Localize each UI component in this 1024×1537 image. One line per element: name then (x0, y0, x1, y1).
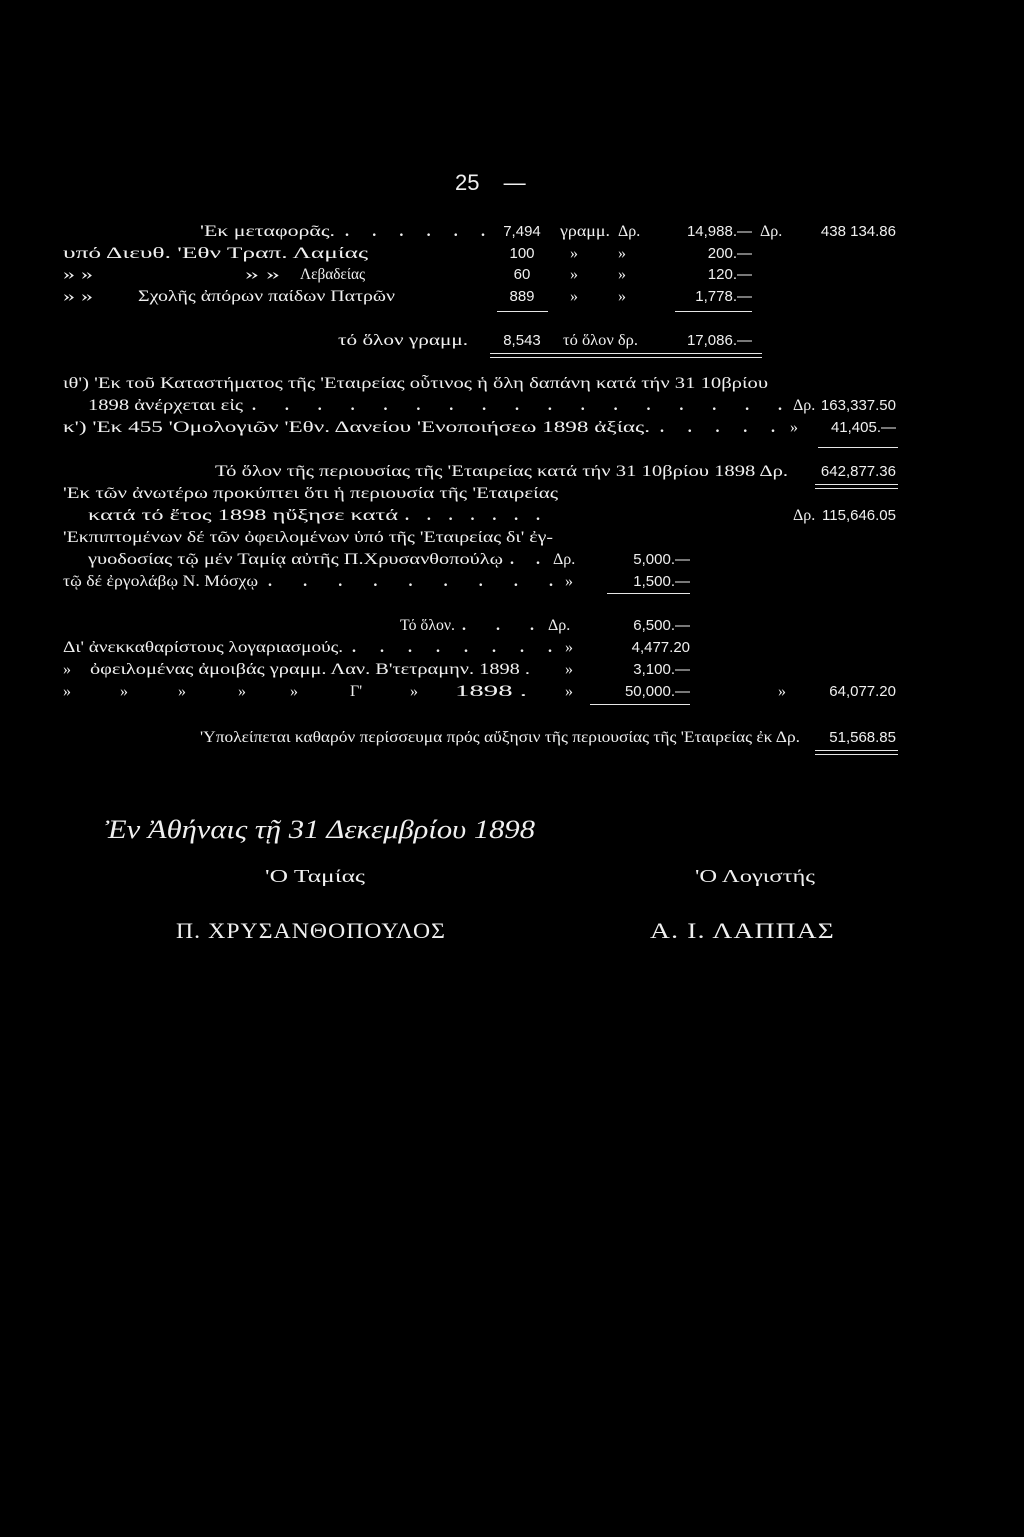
increase-line: 'Εκ τῶν ἀνωτέρω προκύπτει ὅτι ἡ περιουσία τῆς 'Εταιρείας (63, 485, 559, 502)
ditto-marks: » » (63, 288, 93, 305)
ditto-marks: » » (63, 266, 93, 283)
ditto-mark: » (565, 573, 573, 590)
ditto-mark: » (618, 266, 626, 283)
deductions-subtotal-currency: Δρ. (548, 617, 571, 634)
building-leader: . . . . . . . . . . . . . . . . . (252, 397, 782, 414)
surplus-total: 51,568.85 (829, 729, 896, 746)
ditto-mark: » (565, 661, 573, 678)
contractor-leader: . . . . . . . . . (268, 573, 553, 590)
sum-rule (818, 447, 898, 448)
ditto-mark: » (178, 683, 186, 700)
double-rule (815, 750, 898, 751)
sum-rule (675, 311, 752, 312)
patras-qty: 889 (509, 288, 535, 305)
ditto-mark: » (618, 245, 626, 262)
double-rule (815, 754, 898, 755)
increase-currency: Δρ. (793, 507, 816, 524)
fees-c-quarter: Γ' (350, 683, 363, 700)
sum-rule (497, 311, 548, 312)
building-currency: Δρ. (793, 397, 816, 414)
double-rule (490, 353, 762, 354)
deductions-total: 64,077.20 (829, 683, 896, 700)
ditto-mark: » (790, 419, 798, 436)
contractor-amount: 1,500.— (633, 573, 690, 590)
carry-qty: 7,494 (503, 223, 541, 240)
bonds-label: κ') 'Εκ 455 'Ομολογιῶν 'Εθν. Δανείου 'Ενοποιήσεω 1898 ἀξίας. (63, 419, 651, 436)
assets-total: 642,877.36 (820, 463, 896, 480)
deductions-subtotal-leader: . . . (462, 617, 534, 634)
patras-label: Σχολῆς ἀπόρων παίδων Πατρῶν (138, 288, 395, 305)
ditto-mark: » (565, 683, 573, 700)
treasurer-currency: Δρ. (553, 551, 576, 568)
bonds-leader: . . . . . (660, 419, 775, 436)
ditto-mark: » (238, 683, 246, 700)
carry-label: 'Εκ μεταφορᾶς. (200, 223, 336, 240)
ditto-mark: » (290, 683, 298, 700)
levadeia-qty: 60 (513, 266, 531, 283)
sum-rule (590, 704, 690, 705)
subtotal-amount: 17,086.— (686, 332, 752, 349)
treasurer-leader: . . (510, 551, 540, 568)
carry-total-currency: Δρ. (760, 223, 783, 240)
ditto-mark: » (120, 683, 128, 700)
building-total: 163,337.50 (820, 397, 896, 414)
ditto-mark: » (63, 661, 71, 678)
carry-leader: . . . . . . (345, 223, 485, 240)
accountant-name: Α. Ι. ΛΑΠΠΑΣ (650, 918, 836, 943)
ditto-marks: » » (245, 266, 280, 283)
increase-line: κατά τό ἔτος 1898 ηὔξησε κατά (88, 507, 399, 524)
sum-rule (607, 593, 690, 594)
surplus-label: 'Υπολείπεται καθαρόν περίσσευμα πρός αὔξησιν τῆς περιουσίας τῆς 'Εταιρείας ἐκ Δρ. (200, 729, 801, 746)
treasurer-title: 'Ο Ταμίας (265, 866, 365, 886)
ditto-mark: » (63, 683, 71, 700)
lamia-qty: 100 (509, 245, 535, 262)
levadeia-amount: 120.— (707, 266, 752, 283)
lamia-amount: 200.— (707, 245, 752, 262)
bonds-total: 41,405.— (830, 419, 896, 436)
carry-amount: 14,988.— (686, 223, 752, 240)
carry-currency: Δρ. (618, 223, 641, 240)
increase-total: 115,646.05 (822, 507, 896, 524)
patras-amount: 1,778.— (695, 288, 752, 305)
place-date: Ἐν Ἀθήναις τῇ 31 Δεκεμβρίου 1898 (105, 815, 535, 844)
double-rule (490, 357, 762, 358)
treasurer-name: Π. ΧΡΥΣΑΝΘΟΠΟΥΛΟΣ (176, 918, 446, 943)
subtotal-label-drachmas: τό ὅλον δρ. (563, 332, 639, 349)
assets-total-label: Τό ὅλον τῆς περιουσίας τῆς 'Εταιρείας κατά τήν 31 10βρίου 1898 Δρ. (215, 463, 789, 480)
deductions-subtotal-label: Τό ὅλον. (400, 617, 455, 634)
increase-leader: . . . . . . . (405, 507, 540, 524)
ditto-mark: » (410, 683, 418, 700)
carry-unit: γραμμ. (560, 223, 610, 240)
fees-b-amount: 3,100.— (633, 661, 690, 678)
building-line: 1898 ἀνέρχεται εἰς (88, 397, 244, 414)
fees-b-label: ὀφειλομένας ἀμοιβάς γραμμ. Λαν. Β'τετραμην. 1898 . (90, 661, 531, 678)
accounts-leader: . . . . . . . . (352, 639, 552, 656)
accounts-label: Δι' ἀνεκκαθαρίστους λογαριασμούς. (63, 639, 343, 656)
ditto-mark: » (570, 245, 578, 262)
ditto-mark: » (618, 288, 626, 305)
double-rule (815, 488, 898, 489)
fees-c-amount: 50,000.— (624, 683, 690, 700)
deductions-subtotal-amount: 6,500.— (633, 617, 690, 634)
accountant-title: 'Ο Λογιστής (695, 866, 815, 886)
levadeia-label: Λεβαδείας (300, 266, 365, 283)
ditto-mark: » (778, 683, 786, 700)
ditto-mark: » (565, 639, 573, 656)
contractor-label: τῷ δέ ἐργολάβῳ Ν. Μόσχῳ (63, 573, 258, 590)
ditto-mark: » (570, 288, 578, 305)
subtotal-qty: 8,543 (503, 332, 541, 349)
page-number: 25 — (455, 170, 526, 195)
building-line: ιθ') 'Εκ τοῦ Καταστήματος τῆς 'Εταιρείας οὗτινος ἡ ὅλη δαπάνη κατά τήν 31 10βρίου (63, 375, 769, 392)
subtotal-label: τό ὅλον γραμμ. (338, 332, 468, 349)
deductions-intro: 'Εκπιπτομένων δέ τῶν ὀφειλομένων ὑπό τῆς 'Εταιρείας δι' ἐγ- (63, 529, 553, 546)
fees-c-year: 1898 . (455, 683, 527, 700)
treasurer-guarantee-label: γυοδοσίας τῷ μέν Ταμίᾳ αὐτῆς Π.Χρυσανθοπούλῳ (88, 551, 503, 568)
treasurer-amount: 5,000.— (633, 551, 690, 568)
lamia-label: υπό Διευθ. 'Εθν Τραπ. Λαμίας (63, 245, 369, 262)
ditto-mark: » (570, 266, 578, 283)
double-rule (815, 484, 898, 485)
carry-total: 438 134.86 (820, 223, 896, 240)
accounts-amount: 4,477.20 (631, 639, 690, 656)
